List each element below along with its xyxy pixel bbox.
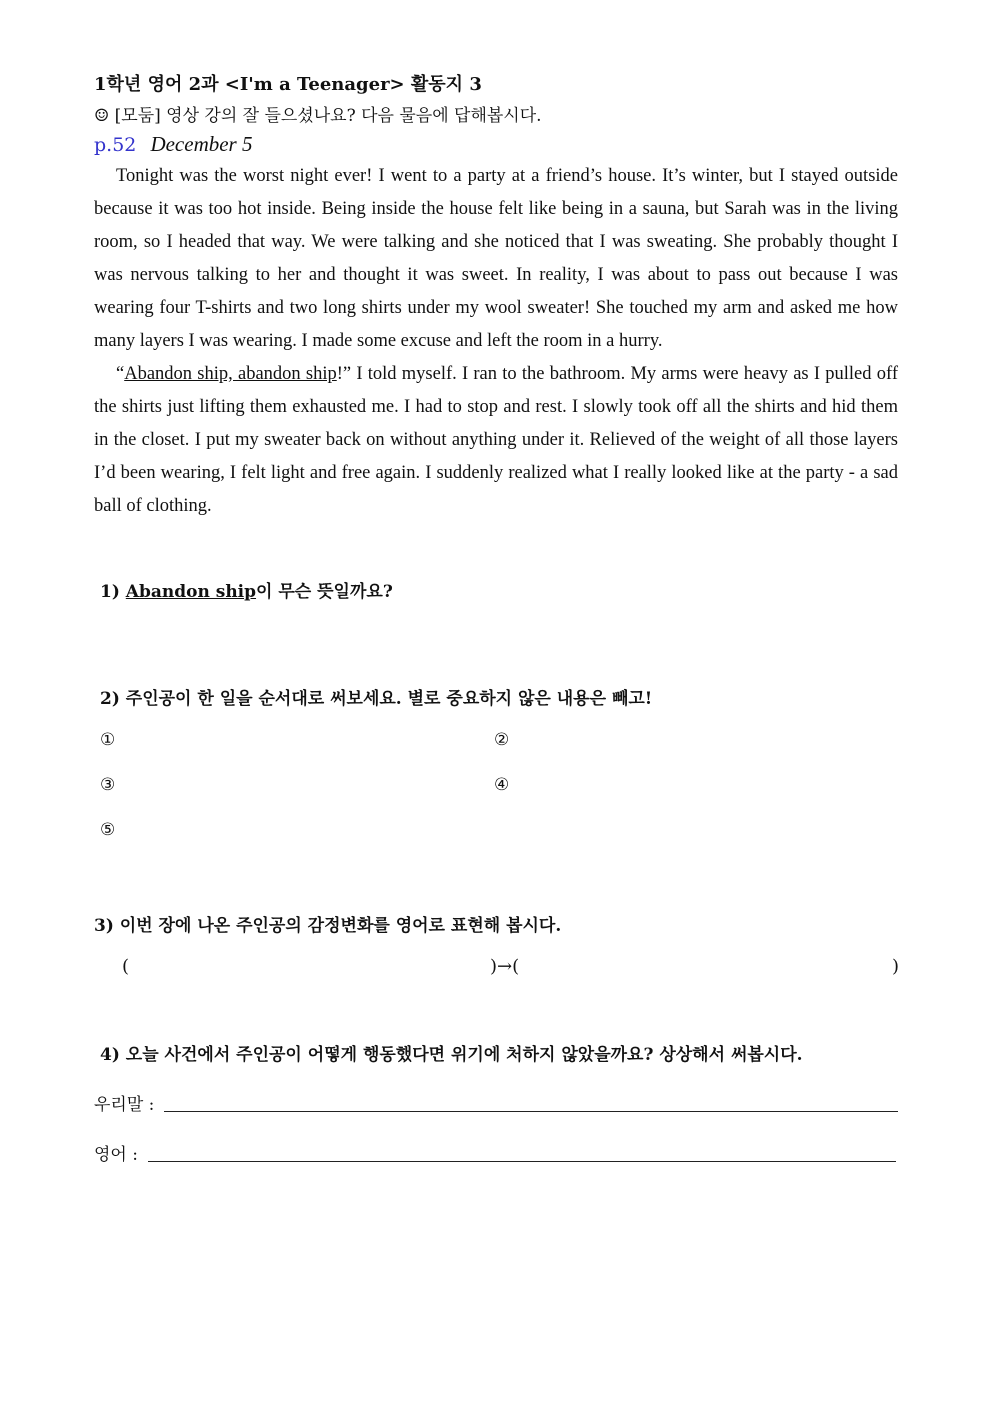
question-1-text: 이 무슨 뜻일까요? (256, 582, 393, 602)
passage-paragraph-1: Tonight was the worst night ever! I went to a party at a friend’s house. It’s winter, but I stayed outside because it was too hot inside. Being inside the house felt like being in a sauna, but Sarah was in the living room, so I headed that way. We were talking and she noticed that I was sweating. She probably thought I was nervous talking to her and thought it was sweet. In reality, I was about to pass out because I was wearing four T-shirts and two long shirts under my wool sweater! She touched my arm and asked me how many layers I was wearing. I made some excuse and left the room in a hurry. (94, 166, 898, 351)
answer-slot-2[interactable]: ② (494, 730, 510, 750)
answer-slot-3[interactable]: ③ (100, 775, 116, 795)
english-answer-label: 영어 : (94, 1145, 138, 1165)
korean-answer-label: 우리말 : (94, 1095, 155, 1115)
question-1 (100, 577, 393, 602)
question-1-phrase: Abandon ship (125, 582, 257, 602)
worksheet-title: 1학년 영어 2과 <I'm a Teenager> 활동지 3 (94, 74, 482, 95)
korean-answer-line[interactable] (164, 1111, 898, 1112)
abandon-ship-phrase: Abandon ship, abandon ship (124, 364, 337, 384)
answer-slot-1[interactable]: ① (100, 730, 116, 750)
answer-slot-5[interactable]: ⑤ (100, 820, 116, 840)
page-number: p.52 (94, 134, 137, 156)
question-1-number: 1) (100, 582, 126, 602)
question-2: 2) 주인공이 한 일을 순서대로 써보세요. 별로 중요하지 않은 내용은 빼고! (100, 689, 653, 709)
answer-slot-4[interactable]: ④ (494, 775, 510, 795)
diary-date: December 5 (150, 132, 253, 156)
emotion-blank-close: ) (892, 956, 900, 977)
page-reference (94, 132, 252, 157)
question-4: 4) 오늘 사건에서 주인공이 어떻게 행동했다면 위기에 처하지 않았을까요? 상상해서 써봅시다. (100, 1045, 803, 1065)
passage-paragraph-2 (94, 358, 898, 523)
quote-open: “ (116, 364, 125, 384)
reading-passage (94, 160, 898, 523)
emotion-change-arrow[interactable]: )→( (490, 956, 520, 977)
emotion-blank-open[interactable]: ( (122, 956, 130, 977)
question-3: 3) 이번 장에 나온 주인공의 감정변화를 영어로 표현해 봅시다. (94, 916, 562, 936)
instruction-text: ☺ [모둠] 영상 강의 잘 들으셨나요? 다음 물음에 답해봅시다. (94, 106, 542, 126)
passage-paragraph-2-rest: !” I told myself. I ran to the bathroom. My arms were heavy as I pulled off the shirts just lifting them exhausted me. I had to stop and rest. I slowly took off all the shirts and hid them in the closet. I put my sweater back on without anything under it. Relieved of the weight of all those layers I’d been wearing, I felt light and free again. I suddenly realized what I really looked like at the party - a sad ball of clothing. (94, 364, 898, 516)
english-answer-line[interactable] (148, 1161, 896, 1162)
